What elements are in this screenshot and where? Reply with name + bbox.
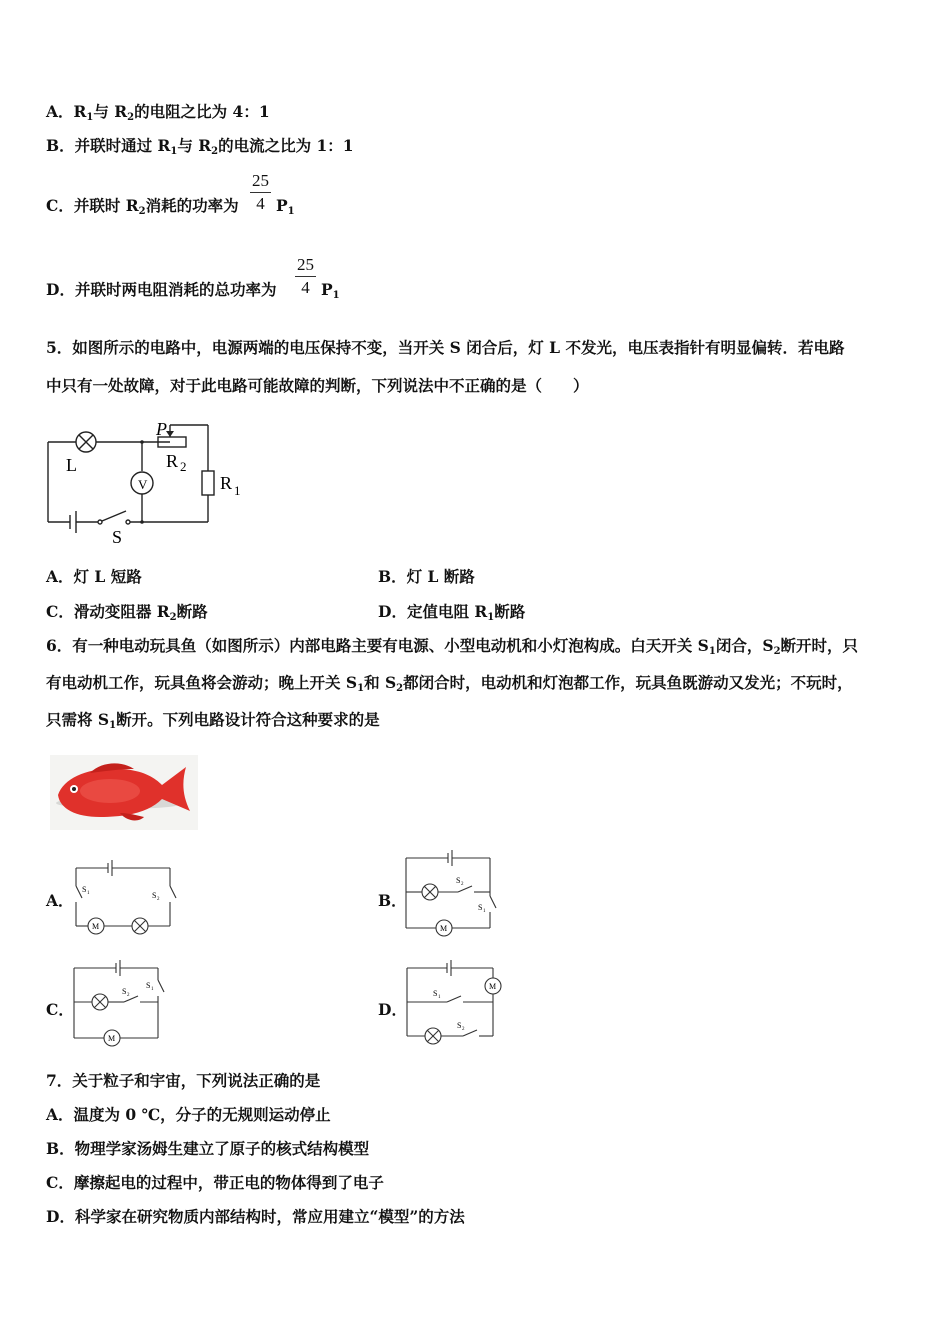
rheostat-label: R xyxy=(166,451,179,471)
toy-fish-image xyxy=(50,755,198,830)
svg-text:2: 2 xyxy=(461,882,464,887)
svg-text:S: S xyxy=(146,981,151,990)
svg-text:S: S xyxy=(122,987,127,996)
q4-option-a: A．$R_1$与 $R_2$的电阻之比为 4：1 xyxy=(46,102,270,123)
q7-option-a: A．温度为 0 ℃，分子的无规则运动停止 xyxy=(46,1105,331,1124)
svg-text:2: 2 xyxy=(127,993,130,998)
svg-text:S: S xyxy=(433,989,438,998)
q4-d-fraction: $\frac{25}{4}$ xyxy=(297,255,314,297)
q6-option-d: D． xyxy=(378,1000,407,1019)
svg-text:1: 1 xyxy=(438,995,441,1000)
q5-stem-line1: 5．如图所示的电路中，电源两端的电压保持不变，当开关 S 闭合后，灯 L 不发光，电压表指针有明显偏转．若电路 xyxy=(46,338,845,357)
svg-text:1: 1 xyxy=(151,987,154,992)
resistor-subscript: 1 xyxy=(234,483,241,498)
q6-stem-line1: 6．有一种电动玩具鱼（如图所示）内部电路主要有电源、小型电动机和小灯泡构成。白天开关 $S_1$闭合，$S_2$断开时，只 xyxy=(46,636,859,657)
q4-option-b: B．并联时通过 $R_1$与 $R_2$的电流之比为 1：1 xyxy=(46,136,354,157)
svg-text:S: S xyxy=(457,1021,462,1030)
lamp-label: L xyxy=(66,455,77,475)
voltmeter-label: V xyxy=(138,477,148,492)
q5-stem-line2: 中只有一处故障，对于此电路可能故障的判断，下列说法中不正确的是（ ） xyxy=(46,376,589,395)
svg-text:2: 2 xyxy=(157,897,160,902)
q5-option-a: A．灯 L 短路 xyxy=(46,567,142,586)
q6-stem-line3: 只需将 $S_1$断开。下列电路设计符合这种要求的是 xyxy=(46,710,380,731)
slider-label: P xyxy=(156,419,167,439)
svg-text:S: S xyxy=(478,903,483,912)
q6-stem-line2: 有电动机工作，玩具鱼将会游动；晚上开关 $S_1$和 $S_2$都闭合时，电动机和灯泡都工作，玩具鱼既游动又发光；不玩时， xyxy=(46,673,853,694)
q7-option-d: D．科学家在研究物质内部结构时，常应用建立“模型”的方法 xyxy=(46,1207,465,1226)
svg-text:M: M xyxy=(108,1034,116,1043)
svg-text:2: 2 xyxy=(462,1027,465,1032)
q5-circuit-diagram xyxy=(40,415,260,550)
svg-text:M: M xyxy=(440,924,448,933)
svg-text:M: M xyxy=(489,982,497,991)
q6-circuit-b xyxy=(402,850,502,942)
q7-stem: 7．关于粒子和宇宙，下列说法正确的是 xyxy=(46,1071,321,1090)
q5-option-d: D．定值电阻 $R_1$断路 xyxy=(378,602,526,623)
svg-text:S: S xyxy=(82,885,87,894)
q4-c-fraction: $\frac{25}{4}$ xyxy=(252,171,269,213)
svg-text:S: S xyxy=(152,891,157,900)
q6-option-b: B． xyxy=(378,891,407,910)
q4-option-c: C．并联时 $R_2$消耗的功率为 xyxy=(46,196,239,217)
svg-text:M: M xyxy=(92,922,100,931)
q5-option-c: C．滑动变阻器 $R_2$断路 xyxy=(46,602,208,623)
q7-option-c: C．摩擦起电的过程中，带正电的物体得到了电子 xyxy=(46,1173,384,1192)
q6-circuit-d xyxy=(403,960,508,1046)
svg-text:1: 1 xyxy=(87,891,90,896)
q6-circuit-c xyxy=(70,960,170,1048)
q4-option-d: D．并联时两电阻消耗的总功率为 xyxy=(46,280,277,299)
q7-option-b: B．物理学家汤姆生建立了原子的核式结构模型 xyxy=(46,1139,370,1158)
q6-option-a: A． xyxy=(46,891,74,910)
q4-c-power: $P_1$ xyxy=(276,196,295,217)
q4-d-power: $P_1$ xyxy=(321,280,340,301)
resistor-label: R xyxy=(220,473,233,493)
svg-text:1: 1 xyxy=(483,909,486,914)
switch-label: S xyxy=(112,527,123,547)
q5-option-b: B．灯 L 断路 xyxy=(378,567,475,586)
svg-text:S: S xyxy=(456,876,461,885)
q6-circuit-a xyxy=(70,858,180,940)
rheostat-subscript: 2 xyxy=(180,459,187,474)
q6-option-c: C． xyxy=(46,1000,74,1019)
